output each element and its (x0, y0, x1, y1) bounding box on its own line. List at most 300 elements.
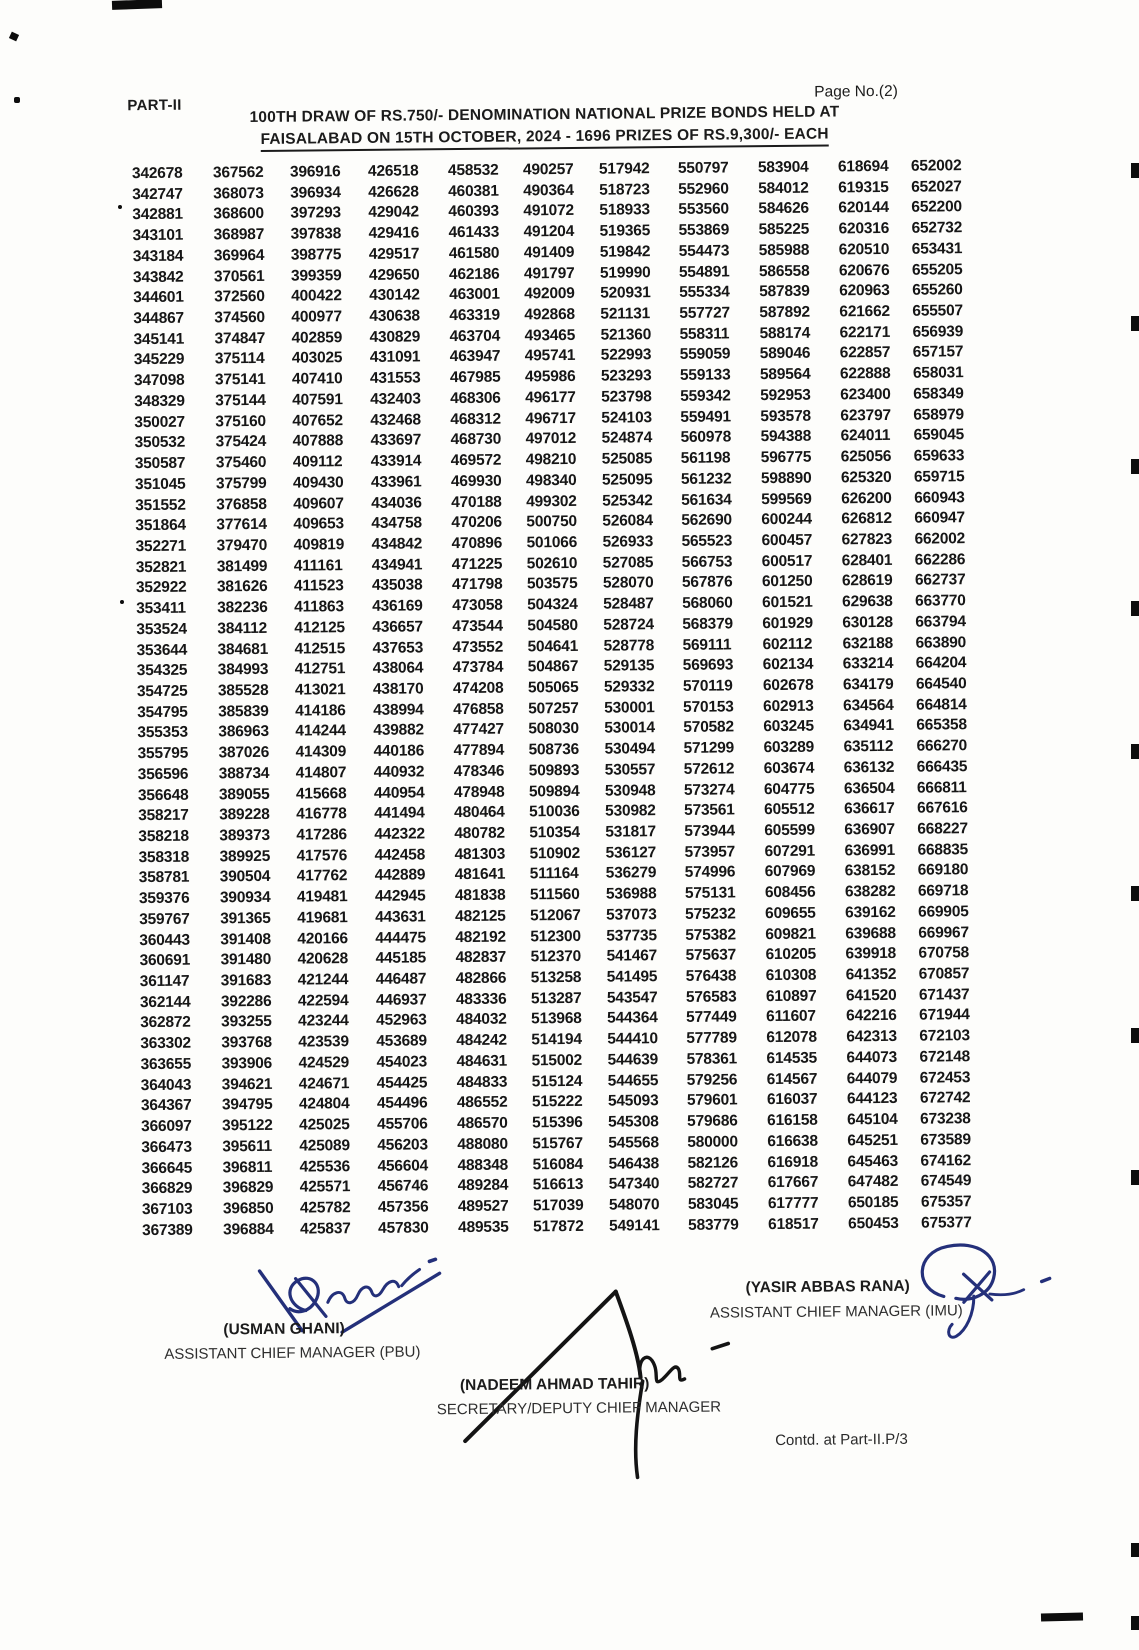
bond-number: 431091 (369, 348, 421, 367)
bond-number: 473552 (452, 638, 504, 656)
bond-number: 566753 (681, 553, 733, 571)
bond-number: 417286 (296, 826, 347, 844)
bond-number: 439882 (373, 721, 424, 740)
bond-number: 343842 (132, 268, 184, 286)
bond-number: 528724 (603, 615, 654, 634)
bond-number: 618517 (768, 1215, 819, 1233)
bond-number: 573561 (684, 801, 735, 820)
bond-number: 362872 (140, 1014, 191, 1032)
bond-number: 652027 (911, 177, 962, 196)
bond-number: 409819 (293, 536, 345, 554)
bond-number: 529332 (603, 678, 655, 696)
bond-number: 442322 (374, 825, 425, 843)
bond-number: 642216 (846, 1007, 897, 1025)
bond-number: 359767 (139, 910, 190, 929)
bond-number: 474208 (452, 679, 504, 698)
bond-number: 592953 (760, 386, 811, 405)
bond-number: 385839 (218, 702, 269, 721)
bond-number: 583045 (687, 1195, 739, 1213)
bond-number: 425025 (299, 1116, 350, 1134)
bond-number: 389373 (219, 826, 270, 845)
bond-number: 407652 (292, 411, 343, 430)
bond-number: 366097 (141, 1117, 192, 1136)
bond-number: 467985 (449, 368, 501, 387)
bond-number: 480464 (454, 803, 505, 822)
bond-number: 478948 (453, 783, 505, 801)
bond-number: 358217 (138, 806, 189, 825)
bond-number: 545568 (608, 1133, 659, 1152)
bond-number: 525095 (601, 470, 653, 489)
bond-number: 616037 (766, 1090, 818, 1109)
bond-number: 634564 (843, 696, 894, 715)
bond-number: 414309 (295, 743, 347, 761)
bond-number: 618694 (837, 157, 889, 176)
bond-number: 400977 (291, 308, 342, 326)
bond-number: 468306 (450, 389, 501, 408)
bond-number: 492009 (524, 285, 575, 303)
bond-number: 650453 (848, 1214, 899, 1233)
bond-number: 403025 (291, 349, 343, 368)
bond-number: 391480 (220, 951, 272, 969)
bond-number: 664204 (915, 654, 967, 672)
bond-number: 409607 (293, 494, 344, 513)
bond-number: 616918 (767, 1153, 819, 1171)
bond-number: 395611 (222, 1137, 273, 1156)
bond-number: 491204 (523, 223, 575, 241)
bond-number: 444475 (375, 928, 426, 947)
bond-number: 575637 (685, 946, 737, 965)
bond-number: 353524 (136, 620, 187, 638)
bond-number: 630128 (842, 613, 893, 632)
bond-number: 593578 (760, 407, 811, 425)
bond-number: 345229 (133, 351, 185, 369)
bond-number: 602134 (762, 655, 814, 674)
bond-number: 668227 (917, 820, 968, 838)
bond-number: 549141 (609, 1216, 660, 1235)
bond-number: 578361 (686, 1050, 738, 1068)
bond-number: 636907 (844, 820, 895, 839)
bond-number: 375160 (215, 412, 266, 431)
bond-number: 446937 (375, 991, 427, 1009)
bond-number: 375460 (215, 453, 267, 472)
bond-number: 351552 (135, 496, 186, 514)
bond-number: 463704 (449, 327, 501, 345)
bond-number: 454425 (376, 1074, 428, 1092)
bond-number: 620510 (838, 240, 890, 259)
scan-artifact (1131, 316, 1139, 331)
bond-number: 379470 (216, 536, 268, 555)
bond-number: 519990 (599, 263, 651, 282)
bond-number: 675377 (921, 1213, 972, 1232)
bond-number: 584012 (758, 179, 809, 197)
bond-number: 484032 (456, 1011, 507, 1029)
bond-number: 638282 (844, 883, 896, 901)
bond-number: 480782 (454, 824, 505, 843)
bond-number: 457830 (378, 1219, 429, 1237)
bond-number: 669967 (918, 923, 969, 942)
bond-number: 453689 (376, 1032, 427, 1051)
signatory-name-left: (USMAN GHANI) (223, 1320, 345, 1339)
bond-number: 601929 (762, 614, 813, 632)
bond-number: 390504 (219, 868, 271, 886)
bond-number: 525342 (602, 491, 653, 510)
bond-number: 342747 (132, 185, 183, 203)
bond-number: 414186 (295, 701, 346, 720)
bond-number: 461580 (448, 244, 500, 263)
bond-number: 669718 (917, 882, 969, 900)
bond-number: 530014 (604, 719, 655, 738)
bond-number: 498340 (525, 471, 577, 490)
bond-number: 636617 (844, 800, 895, 818)
bond-number: 429517 (368, 245, 420, 263)
bond-number: 352922 (135, 579, 187, 597)
bond-number: 572612 (683, 760, 735, 778)
bond-number: 362144 (139, 993, 191, 1011)
bond-number: 655260 (912, 281, 963, 300)
bond-number: 673589 (920, 1130, 971, 1149)
bond-number: 385528 (217, 681, 269, 700)
bond-number: 470206 (451, 513, 502, 532)
bond-number: 504580 (527, 616, 578, 635)
bond-number: 629638 (842, 592, 893, 611)
bond-number: 412515 (294, 639, 346, 658)
bond-number: 655507 (912, 302, 963, 320)
bond-number: 440186 (373, 742, 425, 761)
bond-number: 438064 (372, 659, 424, 678)
bond-number: 573944 (684, 822, 735, 840)
bond-number: 356648 (137, 786, 189, 804)
scan-artifact (1131, 1170, 1139, 1185)
bond-number: 596775 (760, 448, 812, 467)
bond-number: 397293 (290, 204, 341, 223)
bond-number: 583904 (757, 158, 809, 177)
bond-number: 434758 (371, 514, 422, 533)
bond-number: 372560 (214, 288, 265, 306)
bond-number: 526933 (602, 533, 654, 551)
bond-number: 499302 (526, 492, 577, 510)
bond-number: 369964 (213, 246, 265, 265)
bond-number: 413021 (294, 681, 346, 699)
scan-artifact (1131, 163, 1139, 178)
bond-number: 588174 (759, 324, 811, 342)
bond-number: 658349 (913, 385, 964, 403)
bond-number: 639688 (845, 924, 896, 942)
bond-table (132, 157, 983, 1242)
bond-number: 473058 (452, 596, 503, 615)
bond-number: 657157 (912, 343, 964, 362)
bond-number: 351045 (134, 475, 186, 493)
bond-number: 620676 (838, 261, 890, 279)
bond-number: 442889 (374, 866, 426, 885)
bond-number: 478346 (453, 762, 505, 780)
bond-number: 605599 (764, 821, 815, 840)
bond-number: 368987 (213, 226, 265, 244)
bond-number: 515767 (532, 1134, 583, 1153)
bond-number: 425782 (299, 1199, 351, 1217)
bond-number: 366473 (141, 1138, 192, 1156)
bond-number: 393768 (221, 1034, 272, 1052)
bond-number: 504641 (527, 637, 579, 655)
bond-number: 518933 (599, 201, 650, 220)
bond-number: 511164 (529, 865, 579, 883)
bond-number: 356596 (137, 765, 189, 783)
bond-number: 666811 (916, 778, 967, 797)
bond-number: 496717 (525, 409, 576, 428)
bond-number: 660943 (914, 488, 965, 507)
bond-number: 496177 (525, 388, 576, 407)
bond-number: 575232 (685, 905, 736, 923)
bond-number: 567876 (681, 573, 733, 592)
bond-number: 512067 (530, 906, 581, 925)
bond-number: 536279 (605, 864, 657, 883)
bond-number: 602112 (762, 635, 813, 653)
bond-number: 426628 (368, 183, 419, 201)
bond-number: 530557 (604, 761, 656, 779)
bond-number: 489284 (457, 1176, 509, 1195)
bond-number: 670758 (918, 944, 970, 962)
title-line-1: 100TH DRAW OF RS.750/- DENOMINATION NATIONAL PRIZE BONDS HELD AT (249, 103, 840, 127)
bond-number: 536127 (605, 843, 657, 862)
bond-number: 420166 (297, 929, 348, 948)
bond-number: 440932 (373, 763, 425, 781)
bond-number: 607969 (764, 863, 816, 881)
bond-number: 391365 (220, 909, 271, 928)
bond-number: 545308 (608, 1113, 659, 1131)
bond-number: 530001 (604, 698, 655, 717)
bond-number: 587839 (759, 282, 810, 301)
bond-number: 367103 (141, 1200, 193, 1219)
bond-number: 579601 (686, 1091, 738, 1110)
bond-number: 389925 (219, 847, 271, 866)
bond-number: 599569 (761, 490, 812, 508)
bond-number: 477427 (453, 721, 504, 739)
bond-number: 481838 (454, 886, 506, 905)
bond-number: 544655 (607, 1071, 659, 1090)
scan-artifact (1131, 601, 1139, 616)
bond-number: 662737 (914, 571, 966, 590)
bond-number: 407410 (291, 370, 343, 388)
bond-number: 476858 (453, 700, 504, 718)
bond-number: 456604 (377, 1156, 429, 1175)
bond-number: 431553 (369, 369, 421, 388)
bond-number: 486552 (456, 1093, 508, 1112)
bond-number: 482837 (455, 948, 507, 967)
bond-number: 602678 (762, 676, 814, 695)
bond-number: 609821 (765, 925, 816, 943)
bond-number: 559491 (680, 408, 731, 426)
title-line-2: FAISALABAD ON 15TH OCTOBER, 2024 - 1696 PRIZES OF RS.9,300/- EACH (260, 125, 828, 151)
bond-number: 390934 (219, 889, 271, 907)
bond-number: 665358 (916, 716, 967, 735)
bond-number: 585225 (758, 220, 810, 239)
bond-number: 526084 (602, 512, 653, 530)
bond-number: 375141 (214, 371, 266, 389)
bond-number: 658979 (913, 405, 964, 424)
bond-number: 558311 (679, 325, 730, 343)
bond-number: 583779 (688, 1216, 739, 1234)
bond-number: 483336 (455, 990, 507, 1008)
bond-number: 669905 (918, 903, 969, 921)
bond-number: 600517 (761, 552, 813, 570)
bond-number: 398775 (290, 246, 342, 264)
bond-number: 576583 (685, 988, 737, 1006)
signatory-name-right: (YASIR ABBAS RANA) (745, 1277, 910, 1297)
bond-number: 473544 (452, 617, 503, 635)
bond-number: 610308 (765, 966, 817, 985)
bond-number: 381499 (216, 557, 268, 576)
bond-number: 460381 (448, 182, 499, 200)
bond-number: 530982 (605, 802, 656, 820)
bond-number: 488348 (457, 1156, 509, 1174)
bond-number: 360443 (139, 931, 190, 949)
bond-number: 492868 (524, 305, 575, 324)
bond-number: 650185 (847, 1193, 899, 1212)
bond-number: 671437 (918, 985, 970, 1004)
bond-number: 659045 (913, 426, 965, 445)
bond-number: 351864 (135, 516, 186, 535)
bond-number: 360691 (139, 951, 191, 970)
bond-number: 610205 (765, 945, 817, 964)
bond-number: 570582 (683, 718, 734, 737)
bond-number: 653431 (911, 240, 963, 258)
bond-number: 393255 (221, 1013, 272, 1031)
bond-number: 541467 (606, 947, 658, 965)
bond-number: 594388 (760, 428, 812, 446)
bond-number: 513287 (530, 989, 582, 1008)
bond-number: 622171 (839, 323, 891, 342)
bond-number: 608456 (764, 883, 816, 902)
bond-number: 642313 (846, 1028, 897, 1046)
bond-number: 620316 (838, 220, 890, 238)
bond-number: 503575 (526, 575, 578, 593)
bond-number: 655205 (911, 260, 963, 279)
bond-number: 363302 (140, 1034, 191, 1053)
bond-number: 399359 (290, 266, 342, 285)
bond-number: 561232 (680, 470, 732, 488)
bond-number: 528070 (602, 574, 654, 593)
bond-number: 461433 (448, 223, 500, 242)
bond-number: 515222 (531, 1093, 583, 1111)
bond-number: 350027 (134, 413, 185, 431)
bond-number: 508030 (528, 720, 579, 738)
bond-number: 548070 (608, 1196, 660, 1214)
bond-number: 623797 (840, 406, 891, 425)
bond-number: 561198 (680, 449, 731, 467)
bond-number: 514194 (531, 1031, 582, 1049)
bond-number: 435038 (371, 576, 423, 595)
bond-number: 471798 (451, 576, 503, 594)
bond-number: 600457 (761, 531, 813, 550)
bond-number: 616158 (767, 1111, 818, 1130)
bond-number: 425837 (300, 1219, 351, 1238)
bond-number: 419681 (297, 909, 348, 927)
bond-number: 386963 (218, 723, 269, 741)
bond-number: 384112 (217, 619, 268, 638)
part-label: PART-II (127, 96, 182, 115)
bond-number: 656939 (912, 322, 964, 341)
bond-number: 419481 (296, 888, 348, 906)
bond-number: 352821 (135, 558, 187, 576)
bond-number: 664540 (915, 675, 967, 693)
bond-number: 375114 (214, 350, 265, 368)
bond-number: 400422 (291, 287, 342, 305)
bond-number: 409112 (292, 453, 343, 471)
bond-number: 674549 (920, 1172, 972, 1190)
bond-number: 610897 (765, 987, 817, 1005)
bond-number: 638152 (844, 862, 896, 880)
bond-number: 396916 (289, 163, 341, 181)
bond-number: 455706 (377, 1115, 428, 1133)
bond-number: 604775 (763, 780, 815, 798)
bond-number: 598890 (760, 469, 812, 487)
bond-number: 537073 (606, 906, 657, 924)
bond-number: 559342 (680, 387, 731, 405)
bond-number: 554891 (678, 263, 730, 281)
bond-number: 517942 (598, 160, 650, 178)
bond-number: 409653 (293, 515, 344, 533)
bond-number: 639918 (845, 945, 897, 963)
bond-number: 394621 (221, 1075, 273, 1093)
bond-number: 437653 (372, 638, 424, 657)
bond-number: 652732 (911, 219, 963, 237)
bond-number: 507257 (528, 699, 579, 718)
bond-number: 470188 (451, 493, 502, 511)
bond-number: 491409 (523, 243, 575, 262)
bond-number: 636504 (843, 779, 895, 797)
bond-number: 666435 (916, 758, 968, 776)
bond-number: 634941 (843, 717, 894, 735)
bond-number: 391683 (220, 971, 272, 990)
bond-number: 632188 (842, 634, 894, 652)
bond-number: 344867 (133, 309, 184, 328)
bond-number: 376858 (216, 495, 267, 513)
bond-number: 668835 (917, 840, 969, 859)
bond-number: 664814 (916, 695, 967, 714)
bond-number: 519365 (599, 222, 651, 240)
bond-number: 370561 (213, 267, 265, 285)
bond-number: 644079 (846, 1069, 898, 1087)
bond-number: 519842 (599, 243, 651, 261)
bond-number: 358218 (138, 827, 189, 846)
bond-number: 579256 (686, 1071, 738, 1089)
bond-number: 423244 (298, 1012, 349, 1031)
bond-number: 352271 (135, 537, 187, 556)
bond-number: 468730 (450, 430, 502, 449)
bond-number: 603245 (763, 718, 814, 736)
bond-number: 545093 (607, 1092, 659, 1110)
bond-number: 515396 (532, 1113, 583, 1132)
bond-number: 432468 (370, 411, 421, 429)
bond-number: 541495 (606, 968, 658, 986)
bond-number: 411161 (293, 556, 343, 575)
bond-number: 425571 (299, 1178, 351, 1196)
bond-number: 421244 (297, 971, 349, 989)
bond-number: 366645 (141, 1159, 193, 1177)
bond-number: 663794 (915, 613, 966, 631)
bond-number: 559059 (679, 345, 731, 364)
bond-number: 377614 (216, 516, 267, 534)
bond-number: 491072 (523, 202, 574, 220)
bond-number: 641520 (845, 986, 897, 1005)
bond-number: 463001 (449, 285, 500, 304)
bond-number: 382236 (217, 598, 268, 617)
bond-number: 505065 (527, 678, 579, 697)
bond-number: 586558 (758, 262, 810, 280)
bond-number: 490257 (522, 160, 574, 179)
bond-number: 670857 (918, 965, 970, 983)
bond-number: 625056 (840, 447, 892, 466)
bond-number: 366829 (141, 1179, 193, 1198)
